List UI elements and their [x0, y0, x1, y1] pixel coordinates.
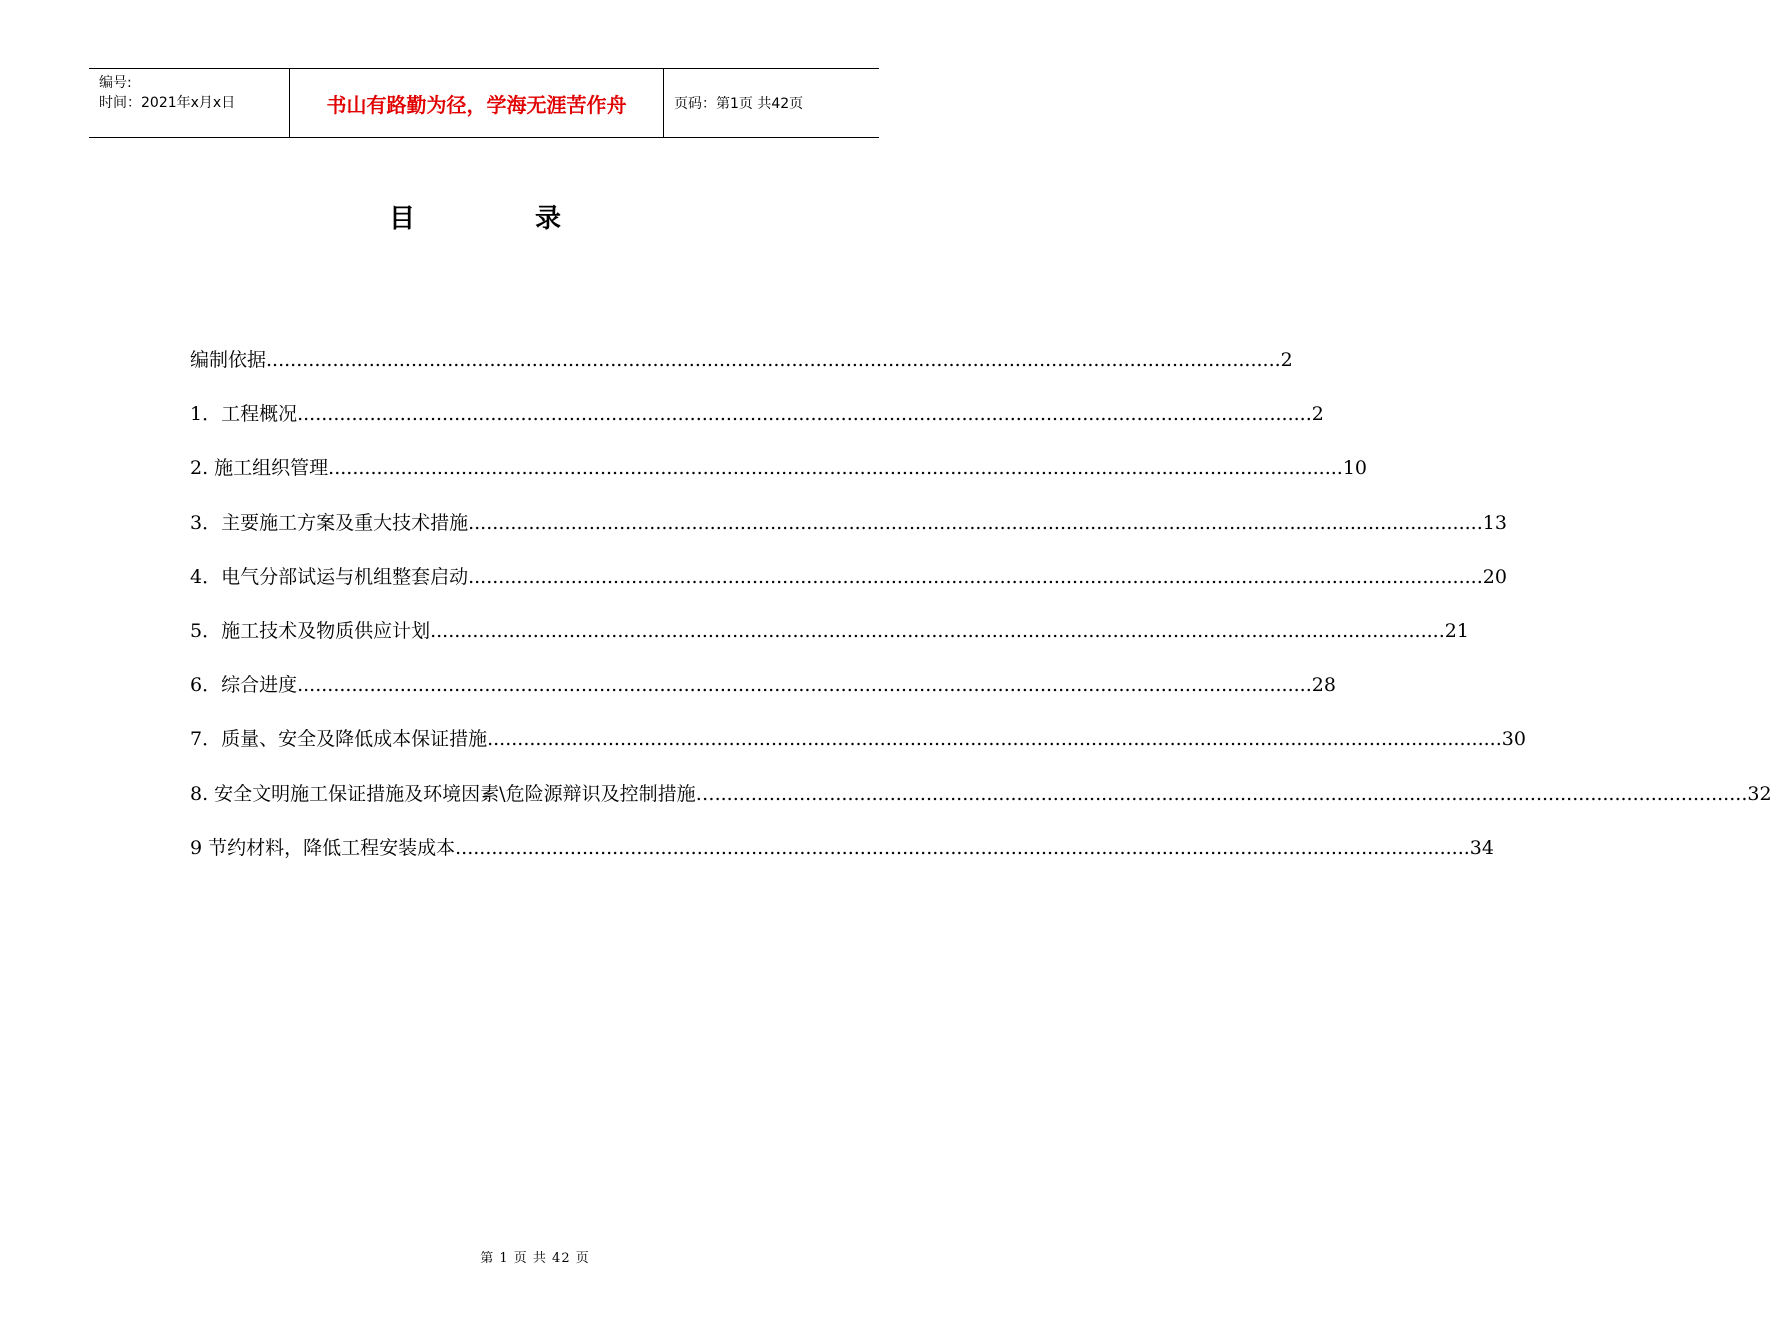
toc-entry[interactable]	[190, 670, 1336, 724]
toc-leader-dots	[455, 837, 1470, 859]
toc-leader-dots	[487, 728, 1502, 750]
toc-entry[interactable]	[190, 345, 1293, 399]
toc-entry[interactable]	[190, 833, 1494, 887]
toc-entry[interactable]	[190, 562, 1507, 616]
toc-entry-label: 5．施工技术及物质供应计划	[190, 619, 431, 642]
toc-leader-dots	[468, 512, 1483, 534]
toc-leader-dots	[430, 620, 1445, 642]
toc-entry-label: 8. 安全文明施工保证措施及环境因素\危险源辩识及控制措施…	[190, 782, 715, 805]
toc-entry-page: 34	[1469, 836, 1494, 859]
time-label: 时间：2021年x月x日	[99, 95, 236, 111]
toc-entry-page: 30	[1501, 728, 1526, 751]
toc-entry-label: 2. 施工组织管理	[190, 457, 329, 480]
toc-entry-label: 1．工程概况	[190, 403, 298, 426]
toc-entry-page: 10	[1342, 457, 1368, 480]
toc-leader-dots	[715, 783, 1730, 805]
toc-entry[interactable]	[190, 779, 1772, 833]
toc-entry-page: 2	[1311, 403, 1324, 426]
toc-entry-label: 3．主要施工方案及重大技术措施	[190, 511, 469, 534]
toc-entry-page: 20	[1482, 565, 1507, 588]
page-footer: 第 1 页 共 42 页	[480, 1251, 590, 1266]
toc-leader-dots	[297, 403, 1312, 425]
toc-entry-page: 28	[1311, 674, 1336, 697]
header-slogan: 书山有路勤为径，学海无涯苦作舟	[290, 69, 664, 137]
toc-leader-dots	[297, 674, 1312, 696]
toc-entry-label: 9 节约材料，降低工程安装成本	[190, 836, 456, 859]
title-char-2: 录	[535, 204, 562, 234]
toc-leader-dots	[328, 457, 1343, 479]
toc-entry-page: 13	[1482, 511, 1507, 534]
toc-entry-page: 21	[1444, 619, 1469, 642]
toc-entry-page-number: 32	[1747, 782, 1772, 805]
toc-leader-dots	[468, 566, 1483, 588]
toc-entry-label: 编制依据	[190, 349, 267, 371]
toc-entry[interactable]	[190, 453, 1368, 507]
table-of-contents	[190, 345, 1772, 887]
document-header	[89, 68, 879, 138]
page-title	[0, 198, 950, 235]
title-char-1: 目	[388, 204, 415, 234]
toc-entry[interactable]	[190, 724, 1526, 778]
header-meta	[89, 69, 290, 137]
toc-entry[interactable]	[190, 508, 1507, 562]
header-page-info: 页码：第1页 共42页	[674, 96, 804, 112]
toc-entry-label: 7．质量、安全及降低成本保证措施	[190, 728, 488, 751]
toc-entry-label: 6．综合进度	[190, 674, 298, 697]
toc-entry-label: 4．电气分部试运与机组整套启动	[190, 565, 469, 588]
number-label: 编号:	[99, 75, 132, 91]
toc-leader-dots	[266, 349, 1281, 371]
toc-entry-page: 2	[1280, 349, 1293, 371]
toc-entry[interactable]	[190, 399, 1324, 453]
toc-entry[interactable]	[190, 616, 1469, 670]
toc-entry-page: ...	[1729, 782, 1748, 805]
